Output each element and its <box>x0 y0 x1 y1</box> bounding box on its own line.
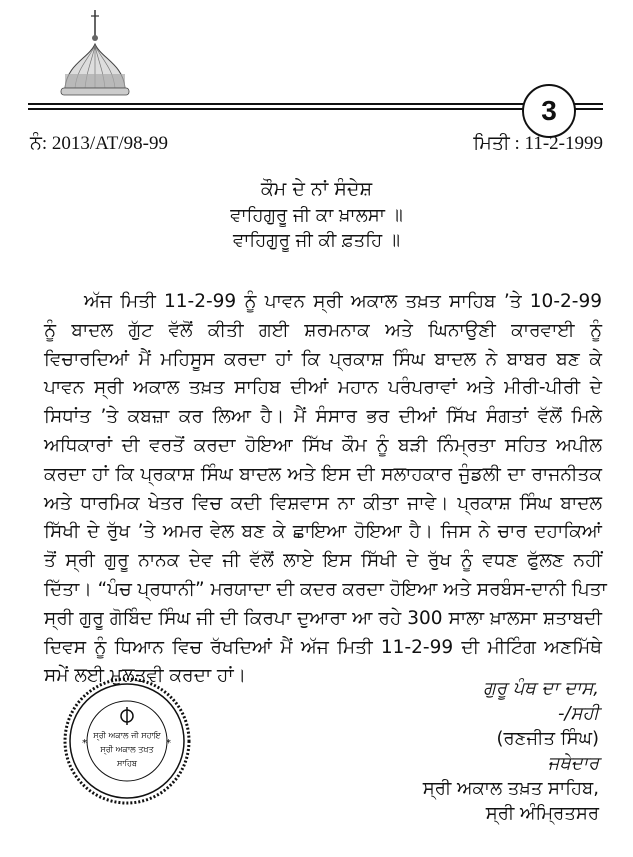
body-line: ਨੂੰ ਬਾਦਲ ਗੁੱਟ ਵੱਲੋਂ ਕੀਤੀ ਗਈ ਸ਼ਰਮਨਾਕ ਅਤੇ ਘਿਨਾਉਣੀ ਕਾਰਵਾਈ ਨੂੰ <box>44 319 602 341</box>
body-line: ਸਿਧਾਂਤ ’ਤੇ ਕਬਜ਼ਾ ਕਰ ਲਿਆ ਹੈ। ਮੈਂ ਸੰਸਾਰ ਭਰ ਦੀਆਂ ਸਿੱਖ ਸੰਗਤਾਂ ਵੱਲੋਂ ਮਿਲੇ <box>44 406 602 428</box>
svg-text:*: * <box>82 738 87 749</box>
svg-text:*: * <box>166 738 171 749</box>
body-line: ਦਿਵਸ ਨੂੰ ਧਿਆਨ ਵਿਚ ਰੱਖਦਿਆਂ ਮੈਂ ਅੱਜ ਮਿਤੀ 11-2-99 ਦੀ ਮੀਟਿੰਗ ਅਣਮਿੱਥੇ <box>44 636 602 658</box>
body-line: ਕਰਦਾ ਹਾਂ ਕਿ ਪ੍ਰਕਾਸ਼ ਸਿੰਘ ਬਾਦਲ ਅਤੇ ਇਸ ਦੀ ਸਲਾਹਕਾਰ ਜੁੰਡਲੀ ਦਾ ਰਾਜਨੀਤਕ <box>44 463 602 485</box>
official-seal-icon <box>62 676 192 806</box>
signature-signed: -/ਸਹੀ <box>557 703 599 724</box>
body-line: ਵਿਚਾਰਦਿਆਂ ਮੈਂ ਮਹਿਸੂਸ ਕਰਦਾ ਹਾਂ ਕਿ ਪ੍ਰਕਾਸ਼ ਸਿੰਘ ਬਾਦਲ ਨੇ ਬਾਬਰ ਬਣ ਕੇ <box>44 348 602 370</box>
header-rule-bottom <box>28 108 603 110</box>
greeting-line: ਵਾਹਿਗੁਰੂ ਜੀ ਕੀ ਫ਼ਤਹਿ ॥ <box>232 230 400 251</box>
body-line: ਅਤੇ ਧਾਰਮਿਕ ਖੇਤਰ ਵਿਚ ਕਦੀ ਵਿਸ਼ਵਾਸ ਨਾ ਕੀਤਾ ਜਾਵੇ। ਪ੍ਰਕਾਸ਼ ਸਿੰਘ ਬਾਦਲ <box>44 492 602 514</box>
body-line: ਅਧਿਕਾਰਾਂ ਦੀ ਵਰਤੋਂ ਕਰਦਾ ਹੋਇਆ ਸਿੱਖ ਕੌਮ ਨੂੰ ਬੜੀ ਨਿੰਮ੍ਰਤਾ ਸਹਿਤ ਅਪੀਲ <box>44 434 602 456</box>
signatory-designation: ਜਥੇਦਾਰ <box>547 753 599 774</box>
body-line: ਸ੍ਰੀ ਗੁਰੂ ਗੋਬਿੰਦ ਸਿੰਘ ਜੀ ਦੀ ਕਿਰਪਾ ਦੁਆਰਾ ਆ ਰਹੇ 300 ਸਾਲਾ ਖ਼ਾਲਸਾ ਸ਼ਤਾਬਦੀ <box>44 607 602 629</box>
body-line: ਅੱਜ ਮਿਤੀ 11-2-99 ਨੂੰ ਪਾਵਨ ਸ੍ਰੀ ਅਕਾਲ ਤਖ਼ਤ ਸਾਹਿਬ ’ਤੇ 10-2-99 <box>84 291 602 312</box>
signatory-office: ਸ੍ਰੀ ਅਕਾਲ ਤਖ਼ਤ ਸਾਹਿਬ, <box>422 778 599 799</box>
signatory-name: (ਰਣਜੀਤ ਸਿੰਘ) <box>496 728 599 749</box>
body-line: ਸਮੇਂ ਲਈ ਮੁਲਤਵੀ ਕਰਦਾ ਹਾਂ। <box>44 665 247 687</box>
body-line: ਦਿੱਤਾ। “ਪੰਚ ਪ੍ਰਧਾਨੀ” ਮਰਯਾਦਾ ਦੀ ਕਦਰ ਕਰਦਾ ਹੋਇਆ ਅਤੇ ਸਰਬੰਸ-ਦਾਨੀ ਪਿਤਾ <box>44 578 607 600</box>
body-line: ਤੋਂ ਸ੍ਰੀ ਗੁਰੂ ਨਾਨਕ ਦੇਵ ਜੀ ਵੱਲੋਂ ਲਾਏ ਇਸ ਸਿੱਖੀ ਦੇ ਰੁੱਖ ਨੂੰ ਵਧਣ ਫੁੱਲਣ ਨਹੀਂ <box>44 550 602 572</box>
body-line: ਸਿੱਖੀ ਦੇ ਰੁੱਖ ’ਤੇ ਅਮਰ ਵੇਲ ਬਣ ਕੇ ਛਾਇਆ ਹੋਇਆ ਹੈ। ਜਿਸ ਨੇ ਚਾਰ ਦਹਾਕਿਆਂ <box>44 521 602 543</box>
signatory-place: ਸ੍ਰੀ ਅੰਮ੍ਰਿਤਸਰ <box>485 803 599 824</box>
greeting-line: ਵਾਹਿਗੁਰੂ ਜੀ ਕਾ ਖ਼ਾਲਸਾ ॥ <box>230 205 403 226</box>
signature-block <box>423 676 599 826</box>
signature-closing: ਗੁਰੂ ਪੰਥ ਦਾ ਦਾਸ, <box>483 678 599 699</box>
seal-text: ਸ੍ਰੀ ਅਕਾਲ ਤਖ਼ਤ <box>100 745 154 754</box>
letter-body <box>44 288 607 691</box>
body-line: ਪਾਵਨ ਸ੍ਰੀ ਅਕਾਲ ਤਖ਼ਤ ਸਾਹਿਬ ਦੀਆਂ ਮਹਾਨ ਪਰੰਪਰਾਵਾਂ ਅਤੇ ਮੀਰੀ-ਪੀਰੀ ਦੇ <box>44 377 602 399</box>
seal-text: ਸਾਹਿਬ <box>116 759 138 768</box>
letter-title: ਕੌਮ ਦੇ ਨਾਂ ਸੰਦੇਸ਼ <box>260 178 373 200</box>
dome-emblem-icon <box>45 8 145 108</box>
seal-text: ਸ੍ਰੀ ਅਕਾਲ ਜੀ ਸਹਾਇ <box>93 731 161 740</box>
letter-date: ਮਿਤੀ : 11-2-1999 <box>473 133 603 154</box>
reference-number: ਨੰ: 2013/AT/98-99 <box>30 133 169 154</box>
page-number: 3 <box>522 84 576 138</box>
